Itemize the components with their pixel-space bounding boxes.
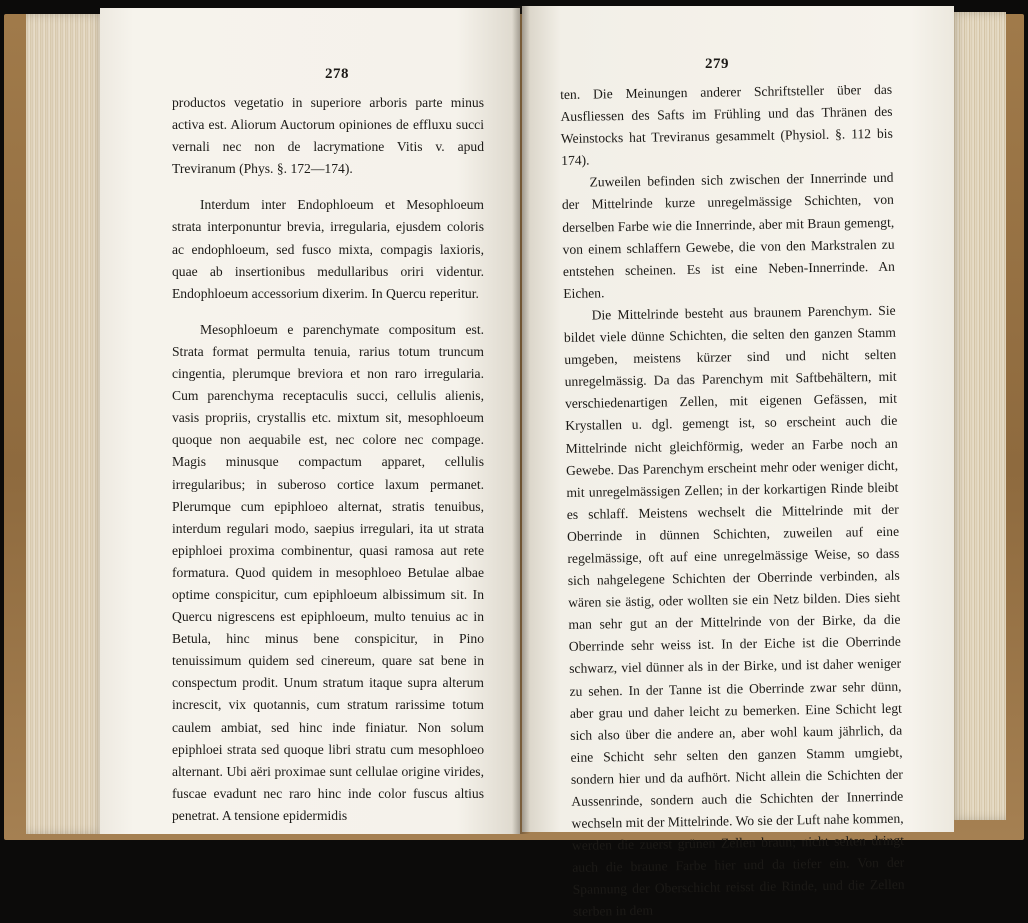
left-page bbox=[100, 8, 520, 834]
page-body bbox=[560, 79, 905, 923]
page-body bbox=[172, 92, 484, 827]
paragraph: ten. Die Meinungen anderer Schriftsteller über das Ausfliessen des Safts im Frühling und das Thränen des Weinstocks hat Treviranus gesammelt (Physiol. §. 112 bis 174). bbox=[560, 81, 893, 169]
paragraph: productos vegetatio in superiore arboris parte minus activa est. Aliorum Auctorum opiniones de effluxu succi vernali nec non de lacrymatione Vitis v. apud Treviranum (Phys. §. 172—174). bbox=[172, 95, 484, 177]
right-page bbox=[522, 6, 954, 920]
paragraph: Interdum inter Endophloeum et Mesophloeum strata interponuntur brevia, irregularia, ejusdem coloris ac endophloeum, sed fusco mixta, compagis laxioris, quae ab insertionibus medullaribus oriri videntur. Endophloeum accessorium dixerim. In Quercu reperitur. bbox=[172, 197, 484, 301]
paragraph: Die Mittelrinde besteht aus braunem Parenchym. Sie bildet viele dünne Schichten, die selten den ganzen Stamm umgeben, meistens kürzer sind und nicht selten unregelmässig. Da das Parenchym mit Saftbehältern, mit verschiedenartigen Zellen, mit eigenen Gefässen, mit Krystallen u. dgl. gemengt ist, so erscheint auch die Mittelrinde nicht gleichförmig, weder an Farbe noch an Gewebe. Das Parenchym erscheint mehr oder weniger dicht, mit unregelmässigen Zellen; in der korkartigen Rinde bleibt es schlaff. Meistens wechselt die Mittelrinde mit der Oberrinde in dünnen Schichten, zuweilen auf eine regelmässige, oft auf eine unregelmässige Weise, so dass sich nahgelegene Schichten der Oberrinde verbinden, als wären sie ästig, oder wollten sie ein Netz bilden. Dies sieht man sehr gut an der Mittelrinde von der Birke, da die Oberrinde sehr weiss ist. In der Eiche ist die Oberrinde schwarz, viel dünner als in der Birke, und ist daher weniger zu sehen. In der Tanne ist die Oberrinde zwar sehr dünn, aber grau und daher leicht zu bemerken. Eine Schicht legt sich also über die andere an, aber wohl kaum jährlich, da eine Schicht sehr selten den ganzen Stamm umgiebt, sondern hier und da aufhört. Nicht allein die Schichten der Aussenrinde, sondern auch die Schichten der Innerrinde wechseln mit der Mittelrinde. Wo sie der Luft nahe kommen, werden die zuerst grünen Zellen braun; nicht selten dringt auch die braune Farbe hier und da tiefer ein. Von der Spannung der Oberschicht reisst die Rinde, und die Zellen sterben in dem bbox=[563, 302, 905, 920]
page-number: 279 bbox=[705, 56, 729, 72]
page-number: 278 bbox=[325, 66, 349, 82]
right-page-edges bbox=[950, 12, 1006, 820]
book-gutter bbox=[512, 6, 530, 834]
paragraph: Mesophloeum e parenchymate compositum est. Strata format permulta tenuia, rarius totum truncum cingentia, plerumque breviora et non raro irregularia. Cum parenchyma receptaculis succi, cellulis alienis, vasis propriis, crystallis etc. mixtum sit, mesophloeum quoque non aequabile est, nec colore nec compage. Magis minusque compactum apparet, cellulis irregularibus; in suberoso cortice laxum permanet. Plerumque cum epiphloeo alternat, stratis tenuibus, interdum regulari modo, saepius irregulari, ita ut strata epiphloei proxima combinentur, quasi ramosa aut rete formatura. Quod quidem in mesophloeo Betulae albae optime conspicitur, cum epiphloeum albissimum sit. In Quercu nigrescens est epiphloeum, multo tenuius ac in Betula, hinc minus bene conspicitur, in Pino tenuissimum quidem sed cinereum, quare sat bene in conspectum prodit. Unum stratum itaque supra alterum increscit, vix quotannis, cum stratum rarissime totum caulem ambiat, sed hinc inde finiatur. Non solum epiphloei strata sed quoque libri stratu cum mesophloeo alternant. Ubi aëri proximae sunt cellulae origine virides, fuscae evadunt nec raro hinc inde color fuscus altius penetrat. A tensione epidermidis bbox=[172, 321, 484, 823]
left-page-edges bbox=[26, 14, 106, 834]
paragraph: Zuweilen befinden sich zwischen der Innerrinde und der Mittelrinde kurze unregelmässige Schichten, von derselben Farbe wie die Innerrinde, aber mit Braun gemengt, von einem schlaffern Gewebe, die von den Markstralen zu entstehen scheinen. Es ist eine Neben-Innerrinde. An Eichen. bbox=[561, 170, 896, 301]
